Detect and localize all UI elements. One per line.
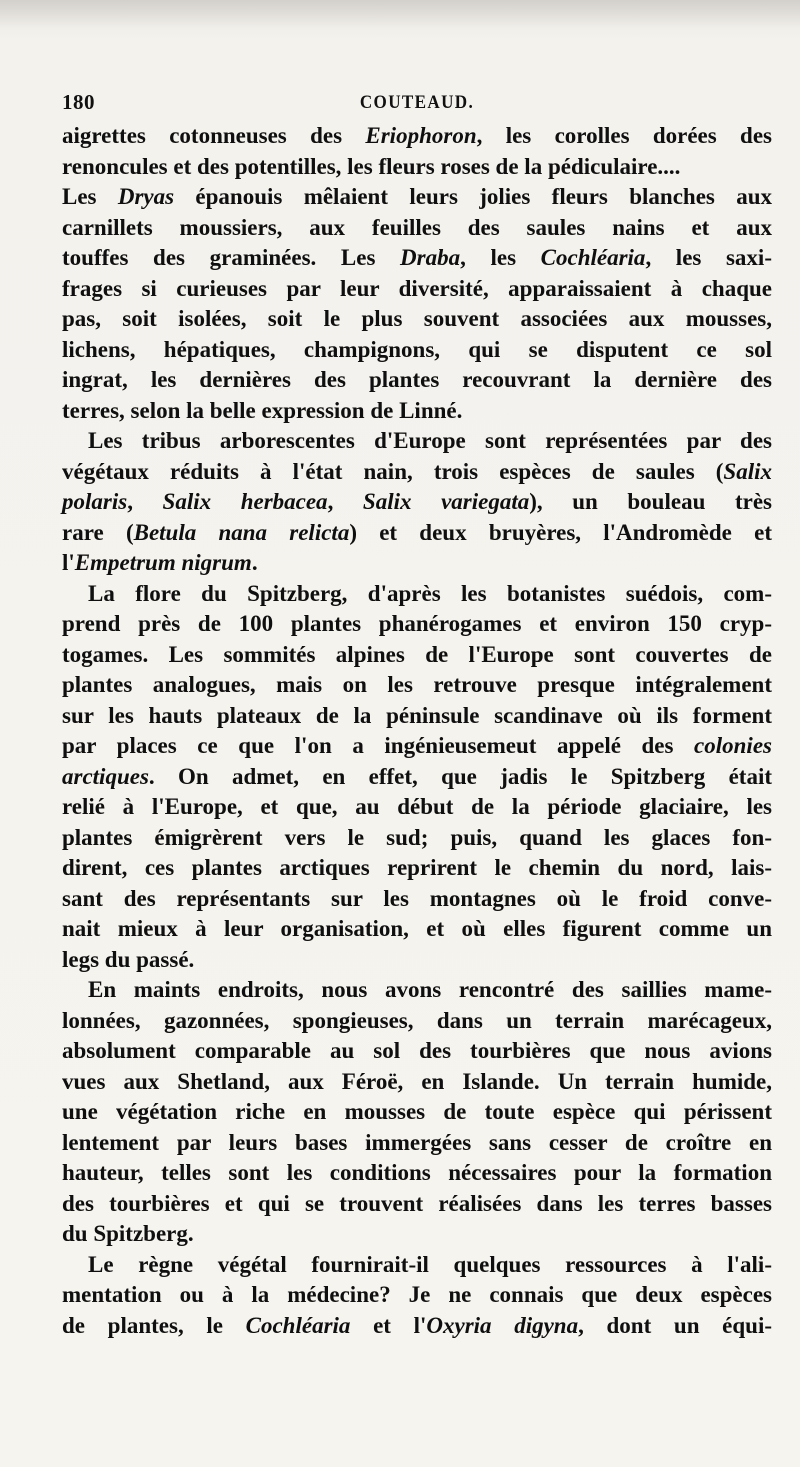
text-line: lentement par leurs bases immergées sans cesser de croître en [62,1129,772,1155]
text-line: plantes émigrèrent vers le sud; puis, quand les glaces fon- [62,824,772,850]
text-line: La flore du Spitzberg, d'après les botanistes suédois, com- [88,580,772,606]
text-line: absolument comparable au sol des tourbières que nous avions [62,1038,772,1063]
text-line: sant des représentants sur les montagnes où le froid conve- [62,885,772,911]
text-line: togames. Les sommités alpines de l'Europe sont couvertes de [62,641,772,667]
text-line: arctiques. On admet, en effet, que jadis le Spitzberg était [62,763,772,789]
italic-term: Cochléaria [540,245,646,270]
text-line: frages si curieuses par leur diversité, apparaissaient à chaque [62,275,772,301]
text-line: hauteur, telles sont les conditions nécessaires pour la formation [62,1160,772,1185]
italic-term: Salix [723,458,772,484]
italic-term: Oxyria digyna [426,1312,579,1338]
text-line: ingrat, les dernières des plantes recouvrant la dernière des [62,367,772,392]
text-line: des tourbières et qui se trouvent réalisées dans les terres basses [62,1190,772,1216]
text-line: lonnées, gazonnées, spongieuses, dans un terrain marécageux, [62,1007,772,1033]
text-line: vues aux Shetland, aux Féroë, en Islande. Un terrain humide, [62,1068,772,1094]
italic-term: Eriophoron [365,123,477,148]
italic-term: polaris [62,489,128,514]
page-header [62,90,772,120]
italic-term: Draba [400,245,461,270]
italic-term: Salix herbacea [162,489,328,514]
text-line: l'Empetrum nigrum. [62,550,258,575]
text-line: legs du passé. [62,946,195,972]
text-line: Les tribus arborescentes d'Europe sont représentées par des [88,428,772,453]
text-line: sur les hauts plateaux de la péninsule scandinave où ils forment [62,702,772,728]
italic-term: Cochléaria [245,1312,351,1338]
scan-top-shadow [0,0,800,28]
text-line: touffes des graminées. Les Draba, les Cochléaria, les saxi- [62,245,772,270]
text-line: une végétation riche en mousses de toute espèce qui périssent [62,1099,772,1124]
text-line: nait mieux à leur organisation, et où elles figurent comme un [62,916,772,941]
italic-term: colonies [694,733,772,758]
text-line: par places ce que l'on a ingénieusemeut appelé des colonies [62,733,772,758]
text-line: dirent, ces plantes arctiques reprirent le chemin du nord, lais- [62,855,772,880]
text-line: relié à l'Europe, et que, au début de la période glaciaire, les [62,794,772,819]
italic-term: arctiques [62,763,149,789]
text-line: du Spitzberg. [62,1221,194,1246]
text-line: lichens, hépatiques, champignons, qui se disputent ce sol [62,336,772,362]
text-line: carnillets moussiers, aux feuilles des saules nains et aux [62,214,772,240]
text-line: terres, selon la belle expression de Linné. [62,397,463,423]
text-line: polaris, Salix herbacea, Salix variegata), un bouleau très [62,489,772,514]
text-line: plantes analogues, mais on les retrouve presque intégralement [62,672,772,697]
italic-term: Salix variegata [362,489,530,514]
text-line: de plantes, le Cochléaria et l'Oxyria digyna, dont un équi- [62,1312,772,1338]
running-title: COUTEAUD. [359,92,475,113]
text-line: Le règne végétal fournirait-il quelques ressources à l'ali- [88,1251,772,1277]
page-number: 180 [62,90,95,114]
text-line: En maints endroits, nous avons rencontré des saillies mame- [88,977,772,1002]
text-line: pas, soit isolées, soit le plus souvent associées aux mousses, [62,306,772,331]
body-text [62,121,772,1341]
text-line: Les Dryas épanouis mêlaient leurs jolies fleurs blanches aux [62,184,772,209]
text-line: renoncules et des potentilles, les fleurs roses de la pédiculaire.... [62,153,681,179]
text-line: végétaux réduits à l'état nain, trois espèces de saules (Salix [62,458,772,484]
italic-term: Dryas [117,184,175,209]
text-line: aigrettes cotonneuses des Eriophoron, les corolles dorées des [62,123,772,148]
text-line: prend près de 100 plantes phanérogames et environ 150 cryp- [62,611,772,636]
text-line: rare (Betula nana relicta) et deux bruyères, l'Andromède et [62,519,772,545]
text-line: mentation ou à la médecine? Je ne connais que deux espèces [62,1282,772,1307]
italic-term: Betula nana relicta [133,519,350,545]
italic-term: Empetrum nigrum [74,550,252,575]
